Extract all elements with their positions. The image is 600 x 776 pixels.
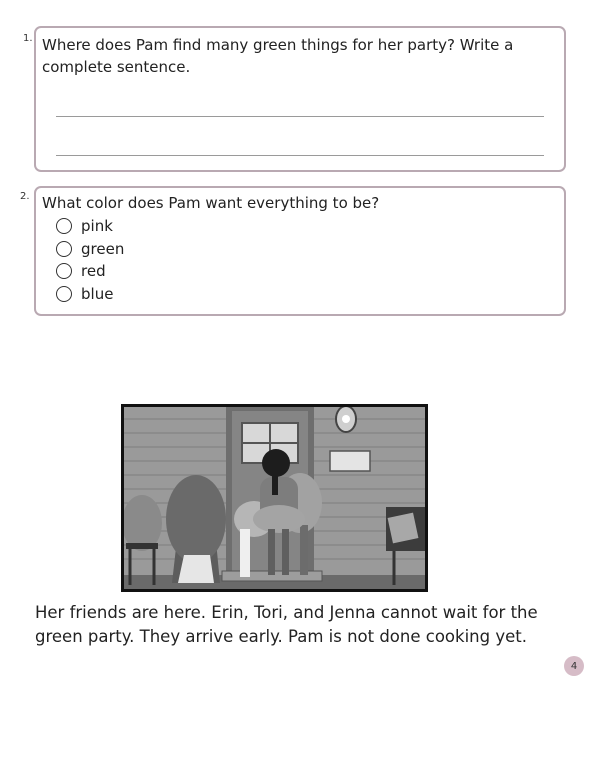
radio-circle-icon[interactable] <box>56 286 72 302</box>
page-number-badge: 4 <box>564 656 584 676</box>
option-label: pink <box>81 217 113 235</box>
radio-circle-icon[interactable] <box>56 218 72 234</box>
story-text: Her friends are here. Erin, Tori, and Jenna cannot wait for the green party. They arrive early. Pam is not done cooking yet. <box>35 603 538 646</box>
answer-line-1[interactable] <box>56 116 544 117</box>
answer-line-2[interactable] <box>56 155 544 156</box>
question-1-text: Where does Pam find many green things for her party? Write a complete sentence. <box>42 36 514 76</box>
story-illustration <box>121 404 428 592</box>
option-red[interactable] <box>56 261 106 281</box>
option-green[interactable] <box>56 239 124 259</box>
option-blue[interactable] <box>56 284 113 304</box>
question-1-number: 1. <box>23 33 33 44</box>
option-label: green <box>81 240 125 258</box>
question-2-text: What color does Pam want everything to be? <box>42 194 380 212</box>
question-2-box <box>34 186 566 316</box>
radio-circle-icon[interactable] <box>56 263 72 279</box>
option-label: blue <box>81 285 114 303</box>
question-2-number: 2. <box>20 191 30 202</box>
question-1-box <box>34 26 566 172</box>
option-label: red <box>81 262 106 280</box>
option-pink[interactable] <box>56 216 113 236</box>
radio-circle-icon[interactable] <box>56 241 72 257</box>
